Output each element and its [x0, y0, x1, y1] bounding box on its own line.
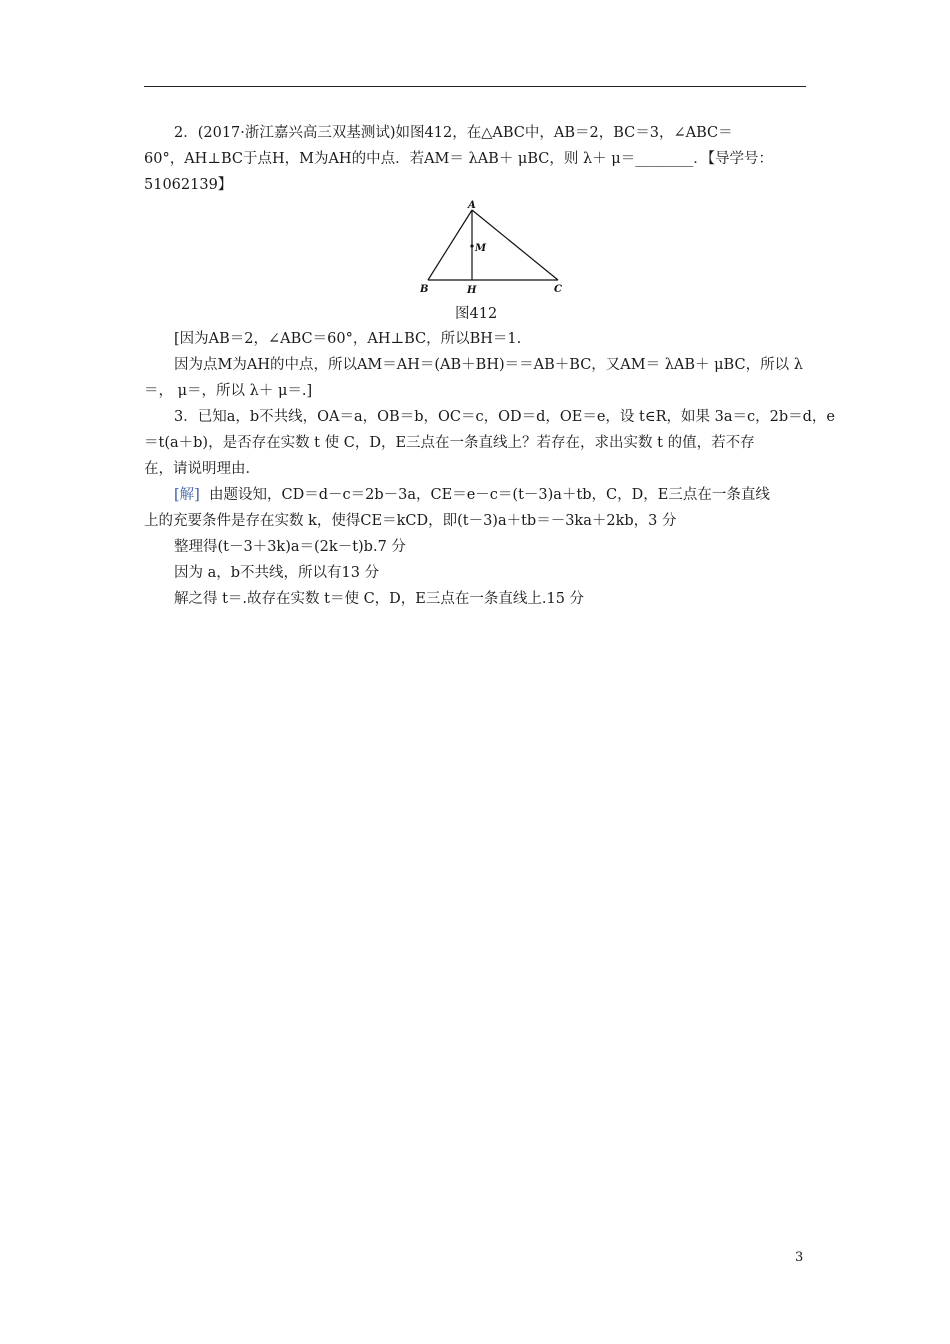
solution-line-1 — [174, 485, 770, 505]
problem-2-line-1: 2．(2017·浙江嘉兴高三双基测试)如图412，在△ABC中，AB＝2，BC＝3，∠ABC＝ — [174, 125, 733, 141]
label-c: C — [554, 284, 562, 295]
problem-2-line-3: 51062139】 — [144, 177, 233, 193]
header-rule — [144, 86, 806, 87]
answer-line-3: ＝， μ＝，所以 λ＋ μ＝.] — [144, 383, 313, 399]
figure-caption: 图412 — [455, 306, 498, 322]
label-h: H — [467, 285, 477, 296]
label-m: M — [475, 243, 487, 254]
answer-line-1: [因为AB＝2，∠ABC＝60°，AH⊥BC，所以BH＝1. — [174, 331, 522, 347]
solution-text-1: 由题设知，CD＝d－c＝2b－3a，CE＝e－c＝(t－3)a＋tb，C，D，E三点在一条直线 — [209, 487, 770, 503]
solution-line-3: 整理得(t－3＋3k)a＝(2k－t)b.7 分 — [174, 539, 406, 555]
solution-line-2: 上的充要条件是存在实数 k，使得CE＝kCD，即(t－3)a＋tb＝－3ka＋2kb，3 分 — [144, 513, 677, 529]
triangle-figure — [420, 196, 570, 298]
answer-line-2: 因为点M为AH的中点，所以AM＝AH＝(AB＋BH)＝＝AB＋BC，又AM＝ λAB＋ μBC，所以 λ — [174, 357, 803, 373]
solution-line-4: 因为 a，b不共线，所以有13 分 — [174, 565, 380, 581]
solution-line-5: 解之得 t＝.故存在实数 t＝使 C，D，E三点在一条直线上.15 分 — [174, 591, 585, 607]
solution-tag: [解] — [174, 487, 200, 503]
problem-3-line-3: 在，请说明理由． — [144, 461, 260, 477]
problem-3-line-2: ＝t(a＋b)，是否存在实数 t 使 C，D，E三点在一条直线上？若存在，求出实数 t 的值，若不存 — [144, 435, 755, 451]
problem-2-line-2: 60°，AH⊥BC于点H，M为AH的中点．若AM＝ λAB＋ μBC，则 λ＋ μ＝________．【导学号： — [144, 151, 773, 167]
problem-3-line-1: 3．已知a，b不共线，OA＝a，OB＝b，OC＝c，OD＝d，OE＝e，设 t∈R，如果 3a＝c，2b＝d，e — [174, 409, 835, 425]
label-a: A — [468, 200, 476, 211]
label-b: B — [420, 284, 429, 295]
page-number: 3 — [795, 1250, 804, 1265]
